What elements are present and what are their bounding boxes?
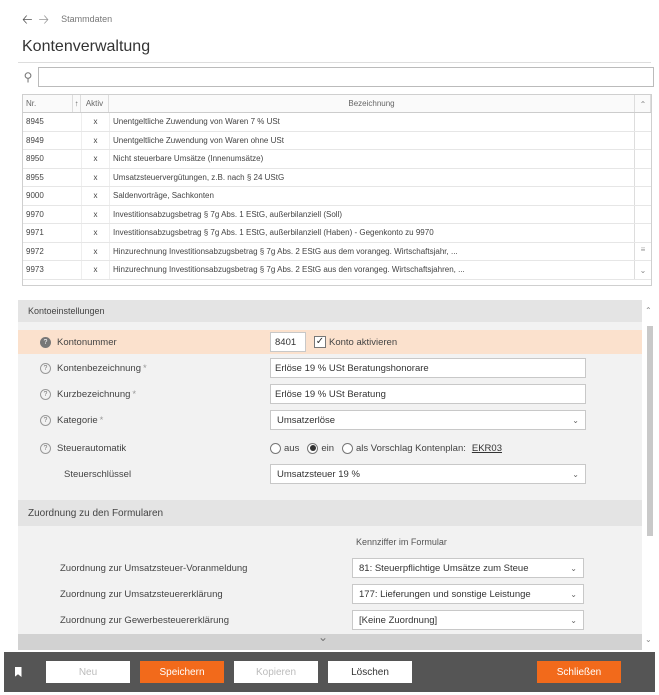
cell-aktiv: x xyxy=(81,150,109,168)
row-zuordnung-ustva xyxy=(18,556,642,580)
table-row[interactable] xyxy=(23,187,651,206)
panel-scrollbar[interactable] xyxy=(644,302,656,646)
kennziffer-header: Kennziffer im Formular xyxy=(356,537,447,547)
cell-bezeichnung: Unentgeltliche Zuwendung von Waren ohne USt xyxy=(109,132,635,150)
row-kontonummer xyxy=(18,330,642,354)
steuerschluessel-select[interactable] xyxy=(270,464,586,484)
cell-spacer xyxy=(73,150,81,168)
radio-vorschlag[interactable] xyxy=(342,443,502,454)
cell-bezeichnung: Saldenvorträge, Sachkonten xyxy=(109,187,635,205)
arrow-left-icon[interactable]: 🡠 xyxy=(22,11,33,27)
cell-aktiv: x xyxy=(81,206,109,224)
cell-aktiv: x xyxy=(81,169,109,187)
row-zuordnung-uste xyxy=(18,582,642,606)
table-row[interactable] xyxy=(23,132,651,151)
radio-button-icon[interactable] xyxy=(270,443,281,454)
radio-button-selected-icon[interactable] xyxy=(307,443,318,454)
cell-aktiv: x xyxy=(81,113,109,131)
zuordnung-gewst-value: [Keine Zuordnung] xyxy=(359,614,438,626)
table-row[interactable] xyxy=(23,224,651,243)
cell-spacer xyxy=(73,113,81,131)
label-steuerschluessel: Steuerschlüssel xyxy=(64,468,132,480)
search-icon: ⚲ xyxy=(23,70,33,84)
kopieren-button[interactable]: Kopieren xyxy=(234,661,318,683)
steuerschluessel-value: Umsatzsteuer 19 % xyxy=(277,468,360,480)
cell-nr: 9970 xyxy=(26,209,44,219)
radio-button-icon[interactable] xyxy=(342,443,353,454)
table-row[interactable] xyxy=(23,169,651,188)
table-row[interactable] xyxy=(23,206,651,225)
footer-toolbar xyxy=(4,652,655,692)
neu-button[interactable]: Neu xyxy=(46,661,130,683)
radio-ein[interactable] xyxy=(307,443,334,454)
page-title: Kontenverwaltung xyxy=(22,38,151,55)
cell-aktiv: x xyxy=(81,261,109,279)
scroll-down-icon[interactable]: ⌄ xyxy=(639,265,647,275)
cell-bezeichnung: Hinzurechnung Investitionsabzugsbetrag § 7g Abs. 2 EStG aus den vorangeg. Wirtschaftsjahren, ... xyxy=(109,261,635,279)
cell-spacer xyxy=(73,261,81,279)
row-kurzbezeichnung xyxy=(18,382,642,406)
cell-bezeichnung: Unentgeltliche Zuwendung von Waren 7 % USt xyxy=(109,113,635,131)
cell-nr: 9000 xyxy=(26,191,44,201)
label-zuordnung-gewst: Zuordnung zur Gewerbesteuererklärung xyxy=(60,614,229,626)
help-icon[interactable]: ? xyxy=(40,415,51,426)
cell-nr: 8945 xyxy=(26,117,44,127)
label-kategorie: Kategorie xyxy=(57,414,98,426)
table-body xyxy=(23,113,651,286)
zuordnung-gewst-select[interactable] xyxy=(352,610,584,630)
row-kontenbezeichnung xyxy=(18,356,642,380)
cell-nr: 9971 xyxy=(26,228,44,238)
section-zuordnung: Zuordnung zu den Formularen xyxy=(18,500,642,526)
cell-spacer xyxy=(73,169,81,187)
scroll-grip-icon[interactable]: ≡ xyxy=(640,245,646,254)
required-mark: * xyxy=(143,362,147,374)
title-divider xyxy=(18,62,651,63)
cell-nr: 8949 xyxy=(26,135,44,145)
cell-spacer xyxy=(73,187,81,205)
column-header-bezeichnung[interactable]: Bezeichnung xyxy=(109,95,635,112)
checkmark-icon[interactable]: ✓ xyxy=(315,336,325,347)
kurzbezeichnung-input[interactable]: Erlöse 19 % USt Beratung xyxy=(270,384,586,404)
cell-spacer xyxy=(73,132,81,150)
scroll-up-icon[interactable]: ⌃ xyxy=(639,99,647,109)
schliessen-button[interactable]: Schließen xyxy=(537,661,621,683)
cell-aktiv: x xyxy=(81,132,109,150)
cell-spacer xyxy=(73,206,81,224)
chevron-down-icon[interactable]: ⌄ xyxy=(570,589,577,599)
help-icon[interactable]: ? xyxy=(40,363,51,374)
chevron-down-icon[interactable]: ⌄ xyxy=(572,415,579,425)
label-zuordnung-ustva: Zuordnung zur Umsatzsteuer-Voranmeldung xyxy=(60,562,248,574)
cell-nr: 9973 xyxy=(26,265,44,275)
label-kontonummer: Kontonummer xyxy=(57,336,117,348)
top-navigation xyxy=(22,10,112,28)
cell-bezeichnung: Nicht steuerbare Umsätze (Innenumsätze) xyxy=(109,150,635,168)
scroll-up-icon[interactable]: ⌃ xyxy=(645,306,652,315)
cell-nr: 8955 xyxy=(26,172,44,182)
chevron-down-icon[interactable]: ⌄ xyxy=(572,469,579,479)
zuordnung-ustva-select[interactable] xyxy=(352,558,584,578)
kategorie-select[interactable] xyxy=(270,410,586,430)
row-kategorie xyxy=(18,408,642,432)
kontonummer-input[interactable]: 8401 xyxy=(270,332,306,352)
row-steuerautomatik xyxy=(18,436,642,460)
zuordnung-ustva-value: 81: Steuerpflichtige Umsätze zum Steue xyxy=(359,562,529,574)
zuordnung-uste-value: 177: Lieferungen und sonstige Leistunge xyxy=(359,588,531,600)
radio-aus[interactable] xyxy=(270,443,299,454)
kontenplan-link[interactable]: EKR03 xyxy=(471,442,502,454)
label-zuordnung-uste: Zuordnung zur Umsatzsteuererklärung xyxy=(60,588,223,600)
loeschen-button[interactable]: Löschen xyxy=(328,661,412,683)
konto-aktivieren-label: Konto aktivieren xyxy=(329,336,398,348)
speichern-button[interactable]: Speichern xyxy=(140,661,224,683)
table-row[interactable] xyxy=(23,243,651,262)
zuordnung-uste-select[interactable] xyxy=(352,584,584,604)
scrollbar-thumb[interactable] xyxy=(647,326,653,536)
cell-nr: 9972 xyxy=(26,246,44,256)
help-icon[interactable]: ? xyxy=(40,443,51,454)
radio-ein-label: ein xyxy=(321,442,335,454)
bookmark-icon[interactable] xyxy=(4,667,32,677)
table-row[interactable] xyxy=(23,261,651,280)
cell-nr: 8950 xyxy=(26,154,44,164)
scroll-down-icon[interactable]: ⌄ xyxy=(645,635,652,644)
row-zuordnung-gewst xyxy=(18,608,642,632)
search-bar xyxy=(18,66,654,88)
cell-bezeichnung: Investitionsabzugsbetrag § 7g Abs. 1 EStG, außerbilanziell (Haben) - Gegenkonto zu 9970 xyxy=(109,224,635,242)
kontenbezeichnung-input[interactable]: Erlöse 19 % USt Beratungshonorare xyxy=(270,358,586,378)
kategorie-value: Umsatzerlöse xyxy=(277,414,336,426)
column-header-aktiv[interactable]: Aktiv xyxy=(81,95,109,112)
table-header xyxy=(23,95,651,113)
radio-aus-label: aus xyxy=(284,442,300,454)
cell-bezeichnung: Hinzurechnung Investitionsabzugsbetrag § 7g Abs. 2 EStG aus dem vorangeg. Wirtschaftsjahr, ... xyxy=(109,243,635,261)
cell-spacer xyxy=(73,224,81,242)
help-icon[interactable]: ? xyxy=(40,337,51,348)
chevron-down-icon[interactable]: ⌄ xyxy=(318,630,329,644)
search-input[interactable] xyxy=(38,67,654,87)
sort-arrow-icon[interactable]: ↑ xyxy=(73,95,81,112)
konto-aktivieren-checkbox[interactable] xyxy=(314,336,397,348)
cell-bezeichnung: Umsatzsteuervergütungen, z.B. nach § 24 UStG xyxy=(109,169,635,187)
accounts-table xyxy=(22,94,652,286)
label-kurzbezeichnung: Kurzbezeichnung xyxy=(57,388,131,400)
cell-bezeichnung: Investitionsabzugsbetrag § 7g Abs. 1 EStG, außerbilanziell (Soll) xyxy=(109,206,635,224)
table-row[interactable] xyxy=(23,150,651,169)
required-mark: * xyxy=(99,414,104,426)
breadcrumb[interactable]: Stammdaten xyxy=(61,14,113,24)
cell-aktiv: x xyxy=(81,243,109,261)
arrow-right-icon[interactable]: 🡢 xyxy=(38,11,50,27)
label-kontenbezeichnung: Kontenbezeichnung xyxy=(57,362,141,374)
cell-spacer xyxy=(73,243,81,261)
required-mark: * xyxy=(132,388,137,400)
section-kontoeinstellungen: Kontoeinstellungen xyxy=(18,300,642,322)
chevron-down-icon[interactable]: ⌄ xyxy=(570,615,577,625)
chevron-down-icon[interactable]: ⌄ xyxy=(570,563,577,573)
cell-aktiv: x xyxy=(81,224,109,242)
row-steuerschluessel xyxy=(18,462,642,486)
radio-vorschlag-label: als Vorschlag Kontenplan: xyxy=(356,442,466,454)
label-steuerautomatik: Steuerautomatik xyxy=(57,442,127,454)
table-row[interactable] xyxy=(23,113,651,132)
cell-aktiv: x xyxy=(81,187,109,205)
help-icon[interactable]: ? xyxy=(40,389,51,400)
column-header-nr[interactable]: Nr. xyxy=(23,95,73,112)
table-row-partial[interactable] xyxy=(23,280,651,287)
scroll-fade-overlay xyxy=(18,634,642,650)
